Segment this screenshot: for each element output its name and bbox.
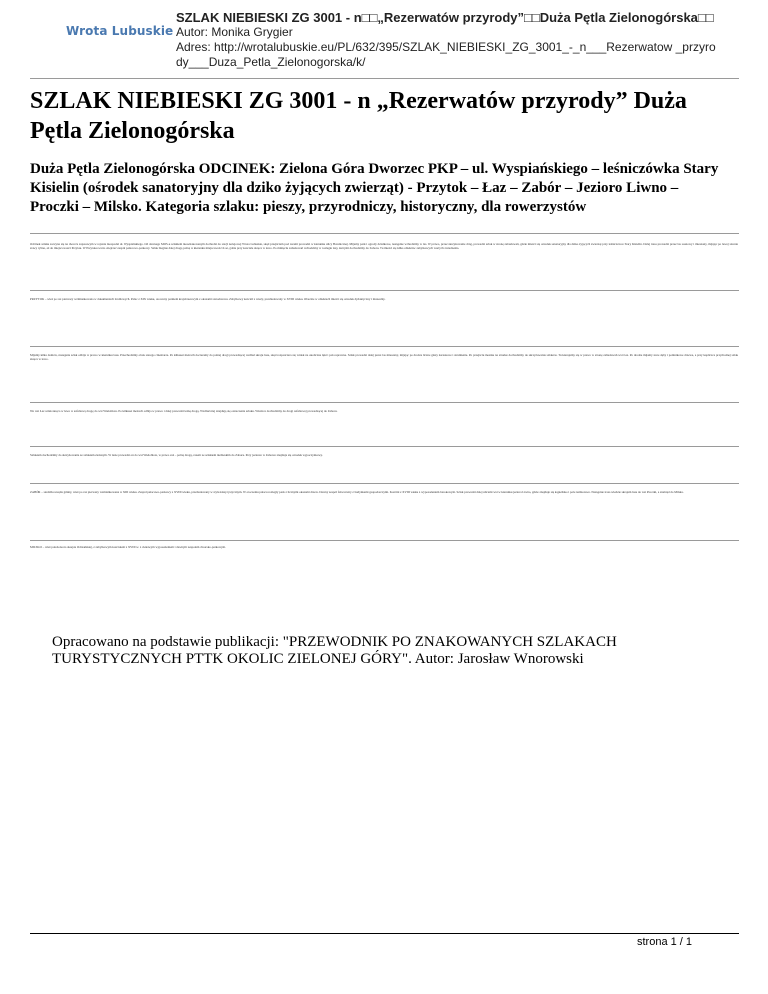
section-divider — [30, 402, 739, 403]
meta-address: Adres: http://wrotalubuskie.eu/PL/632/395/SZLAK_NIEBIESKI_ZG_3001_-_n___Rezerwatow _przyrody___Duza_Petla_Zielonogorska/k/ — [176, 40, 716, 69]
meta-author: Autor: Monika Grygier — [176, 25, 293, 39]
document-header — [0, 0, 768, 76]
meta-title: SZLAK NIEBIESKI ZG 3001 - n□□„Rezerwatów przyrody”□□Duża Pętla Zielonogórska□□ — [176, 10, 714, 25]
section-divider — [30, 540, 739, 541]
paragraph-zabor: ZABÓR – siedziba urzędu gminy, wieś po raz pierwszy wzmiankowana w XIII wieku. Zespół pałacowo-parkowy z XVIII wieku, przebudowany w stylu klasycystycznym. W otoczeniu pałacu rozległy park z licznymi okazami drzew. Dawny zespół folwarczny z budynkami gospodarczymi. Kościół z XVIII wieku z wyposażeniem barokowym. Szlak prowadzi dalej ulicami wsi w kierunku jeziora Liwno, gdzie znajduje się kąpielisko i pole namiotowe. Następnie trasa wiedzie skrajem lasu do wsi Proczki, a stamtąd do Milska. — [30, 490, 684, 494]
header-divider — [30, 78, 739, 79]
page-title: SZLAK NIEBIESKI ZG 3001 - n „Rezerwatów przyrody” Duża Pętla Zielonogórska — [30, 88, 687, 144]
source-note: Opracowano na podstawie publikacji: "PRZEWODNIK PO ZNAKOWANYCH SZLAKACH TURYSTYCZNYCH PTTK OKOLIC ZIELONEJ GÓRY". Autor: Jarosław Wnorowski — [52, 634, 617, 667]
footer-divider — [30, 933, 739, 934]
paragraph-route: Mijamy kilka domów, następnie szlak odbija w prawo w kierunku lasu. Przechodzimy obok starego cmentarza. Po kilkuset metrach docieramy do polnej drogi prowadzącej wzdłuż skraju lasu, skąd rozpościera się widok na okoliczne łąki i pola uprawne. Szlak prowadzi dalej przez las mieszany, mijając po drodze liczne głazy narzutowe i strumienie. Po przejściu mostku na strudze dochodzimy do skrzyżowania szlaków. Tu kierujemy się w prawo w stronę zabudowań wsi Łaz. Po drodze mijamy stare dęby i pomnikowe drzewa, a przy kapliczce przydrożnej szlak skręca w lewo. — [30, 353, 738, 362]
section-divider — [30, 483, 739, 484]
paragraph-crossing: Szlakiem dochodzimy do skrzyżowania ze szlakiem zielonym. W lesie prowadzi on do wsi Wielobłota, w prawo zaś – polną drogą, razem ze szlakiem niebieskim do Zaboru. Przy jeziorze w Zaborze znajduje się ośrodek wypoczynkowy. — [30, 453, 323, 457]
section-divider — [30, 446, 739, 447]
paragraph-milsko: MILSKO – wieś położona na skarpie Odrzańskiej, z zabytkowym kościołem z XVIII w. z ciekawym wyposażeniem i dawnym zespołem dworsko-parkowym. — [30, 545, 226, 549]
article-subtitle: Duża Pętla Zielonogórska ODCINEK: Zielona Góra Dworzec PKP – ul. Wyspiańskiego – leśniczówka Stary Kisielin (ośrodek sanatoryjny dla dziko żyjących zwierząt) - Przytok – Łaz – Zabór – Jezioro Liwno – Proczki – Milsko. Kategoria szlaku: pieszy, przyrodniczy, historyczny, dla rowerzystów — [30, 161, 719, 215]
section-divider — [30, 346, 739, 347]
section-divider — [30, 290, 739, 291]
page-number: strona 1 / 1 — [637, 936, 693, 948]
wrota-lubuskie-logo — [66, 22, 174, 38]
logo-text: Wrota Lubuskie — [66, 24, 174, 38]
section-divider — [30, 233, 739, 234]
paragraph-laz: We wsi Łaz szlak skręca w lewo w asfaltową drogę do wsi Wielobłota. Po kilkuset metrach odbija w prawo i dalej prowadzi leśną drogą. Wzdłuż niej znajdują się oznaczenia szlaku. Wkrótce dochodzimy do drogi asfaltowej prowadzącej do Zaboru. — [30, 409, 338, 413]
paragraph-intro: Odcinek szlaku zaczyna się na dworcu zapasowym w rejonie nieopodal ul. Wyspiańskiego. Od dawnego MOS-u szlakiem nieoznakowanym dochodzi do stacji kolejowej Wrota Lubuskie, skąd przejściem pod torami prowadzi w kierunku ulicy Botanicznej. Mijamy park i ogrody działkowe, następnie wchodzimy w las. W prawo, przez skrzyżowanie dróg, prowadzi szlak w stronę zabudowań, gdzie mieści się ośrodek sanatoryjny dla dziko żyjących zwierząt przy leśniczówce Stary Kisielin. Dalej trasa prowadzi przez las sosnowy i mieszany, mijając po lewej stronie stawy rybne, aż do miejscowości Przytok. W Przytoku warto obejrzeć zespół pałacowo-parkowy. Szlak biegnie dalej drogą polną w kierunku miejscowości Łaz, gdzie przy kościele skręca w lewo. Po minięciu zabudowań wchodzimy w rozległe lasy, którymi dochodzimy do Zaboru. Tu mieści się kilka obiektów zabytkowych wartych zwiedzenia. — [30, 242, 738, 251]
paragraph-przytok: PRZYTOK – wieś po raz pierwszy wzmiankowana w dokumentach źródłowych. Pałac z XIX wieku, otoczony parkiem krajobrazowym z okazami starodrzewu. Zabytkowy kościół z wieży, przebudowany w XVIII wieku. Obecnie w obiektach mieści się ośrodek dydaktyczny i muzealny. — [30, 297, 386, 301]
document-meta — [176, 10, 768, 70]
